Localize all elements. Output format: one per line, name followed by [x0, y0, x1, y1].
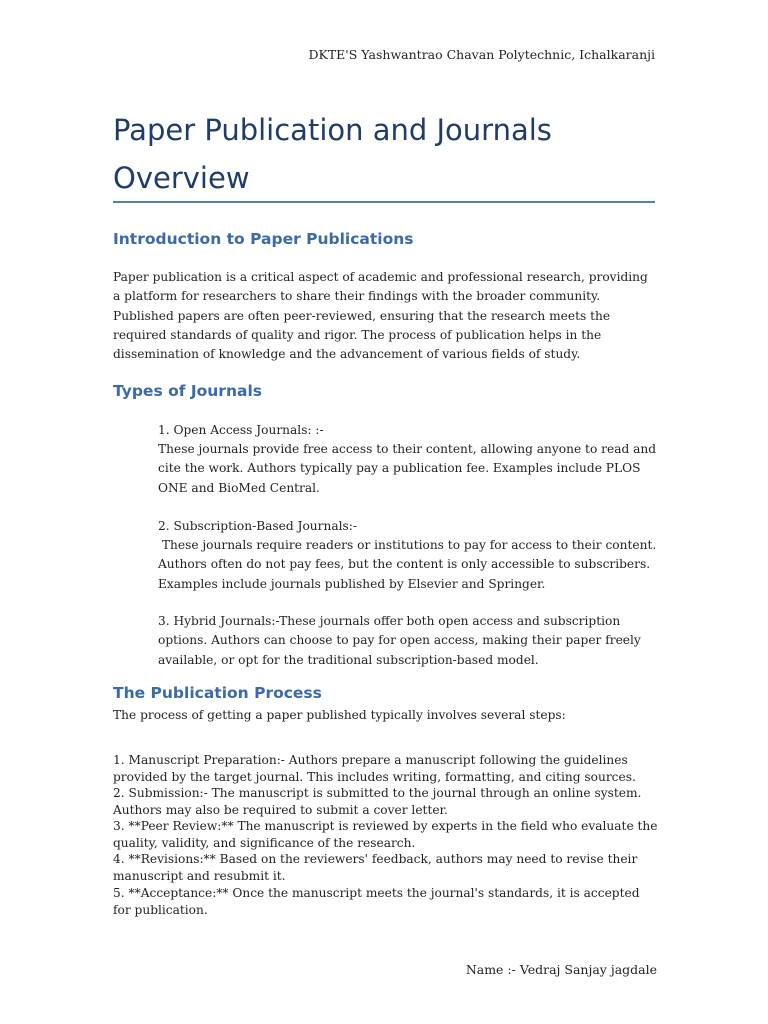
- process-step: 2. Submission:- The manuscript is submitted to the journal through an online system. Authors may also be required to submit a cover letter.: [113, 786, 642, 817]
- page-title: Paper Publication and Journals Overview: [113, 113, 552, 195]
- journal-type-open-access-body: These journals provide free access to their content, allowing anyone to read and cite the work. Authors typically pay a publication fee. Examples include PLOS ONE and BioMed Central.: [158, 442, 657, 495]
- journal-type-subscription-label: 2. Subscription-Based Journals:-: [158, 519, 357, 533]
- process-intro: The process of getting a paper published typically involves several steps:: [113, 708, 566, 722]
- intro-heading: Introduction to Paper Publications: [113, 230, 414, 248]
- process-step: 1. Manuscript Preparation:- Authors prepare a manuscript following the guidelines provided by the target journal. This includes writing, formatting, and citing sources.: [113, 753, 636, 784]
- author-name: Name :- Vedraj Sanjay jagdale: [465, 962, 657, 977]
- process-step: 4. **Revisions:** Based on the reviewers' feedback, authors may need to revise their manuscript and resubmit it.: [113, 852, 638, 883]
- journal-type-hybrid: 3. Hybrid Journals:-These journals offer both open access and subscription options. Authors can choose to pay for open access, making their paper freely available, or opt for the traditional subscription-based model.: [158, 614, 641, 667]
- types-heading: Types of Journals: [113, 382, 262, 400]
- process-step: 5. **Acceptance:** Once the manuscript meets the journal's standards, it is accepted for publication.: [113, 886, 640, 917]
- title-divider: [113, 201, 655, 203]
- journal-type-open-access-label: 1. Open Access Journals: :-: [158, 423, 324, 437]
- intro-paragraph: Paper publication is a critical aspect of academic and professional research, providing a platform for researchers to share their findings with the broader community. Published papers are often peer-reviewed, ensuring that the research meets the required standards of quality and rigor. The process of publication helps in the dissemination of knowledge and the advancement of various fields of study.: [113, 270, 648, 362]
- process-heading: The Publication Process: [113, 684, 322, 702]
- page-header: DKTE'S Yashwantrao Chavan Polytechnic, Ichalkaranji: [308, 47, 655, 62]
- journal-type-subscription-body: These journals require readers or institutions to pay for access to their content. Authors often do not pay fees, but the content is only accessible to subscribers. Examples include journals published by Elsevier and Springer.: [158, 538, 661, 591]
- process-step: 3. **Peer Review:** The manuscript is reviewed by experts in the field who evaluate the quality, validity, and significance of the research.: [113, 819, 658, 850]
